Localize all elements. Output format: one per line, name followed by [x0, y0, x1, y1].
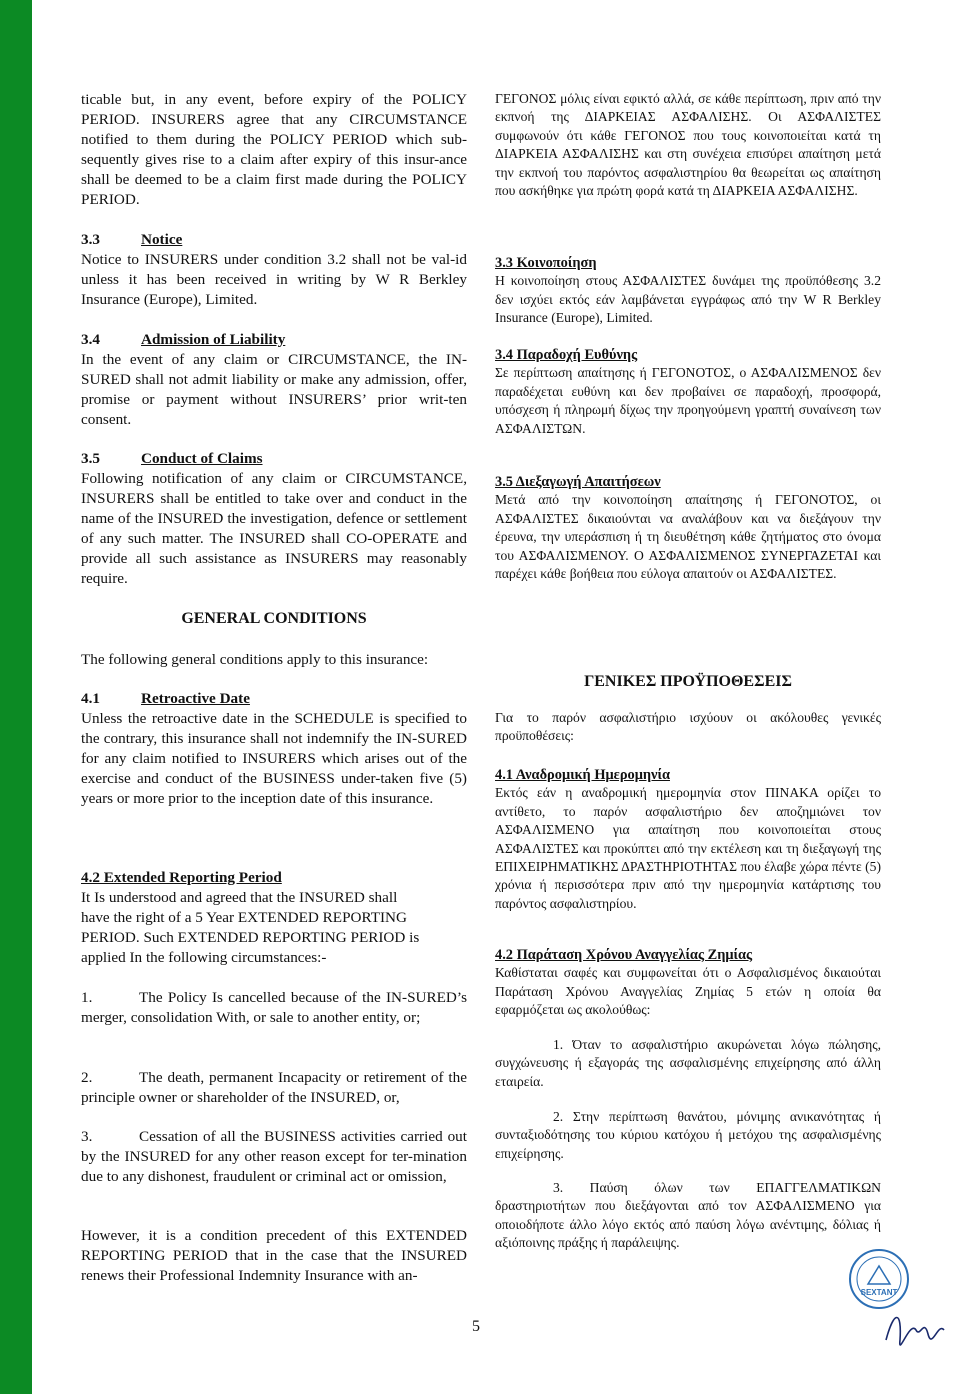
section-4-2: [81, 868, 467, 968]
general-conditions-intro: Για το παρόν ασφαλιστήριο ισχύουν οι ακόλουθες γενικές προϋποθέσεις:: [495, 710, 881, 744]
section-line: have the right of a 5 Year EXTENDED REPORTING: [81, 909, 407, 926]
section-body: In the event of any claim or CIRCUMSTANCE, the IN-SURED shall not admit liability or make any admission, offer, promise or payment without INSURERS’ prior writ-ten consent.: [81, 351, 467, 428]
section-heading: 3.3 Κοινοποίηση: [495, 255, 597, 271]
section-body: Η κοινοποίηση στους ΑΣΦΑΛΙΣΤΕΣ δυνάμει της προϋπόθεσης 3.2 δεν ισχύει εκτός εάν λαμβάνεται εγγράφως από την W R Berkley Insurance (Europe), Limited.: [495, 273, 881, 326]
general-conditions-heading: GENERAL CONDITIONS: [181, 610, 367, 627]
section-heading: 3.4 Admission of Liability: [81, 331, 286, 348]
section-body: Μετά από την κοινοποίηση απαίτησης ή ΓΕΓΟΝΟΤΟΣ, οι ΑΣΦΑΛΙΣΤΕΣ δικαιούνται να αναλάβουν και να διεξάγουν την έρευνα, την υπεράσπιση ή τη διευθέτηση κάθε ζητήματος στο όνομα του ΑΣΦΑΛΙΣΜΕΝΟΥ. Ο ΑΣΦΑΛΙΣΜΕΝΟΣ ΣΥΝΕΡΓΑΖΕΤΑΙ και παρέχει κάθε βοήθεια που εύλογα απαιτούν οι ΑΣΦΑΛΙΣΤΕΣ.: [495, 492, 881, 582]
section-heading: 4.1 Αναδρομική Ημερομηνία: [495, 767, 670, 783]
section-3-3: [81, 230, 467, 310]
section-3-3: [495, 254, 881, 328]
section-3-4: [81, 330, 467, 430]
section-line: PERIOD. Such EXTENDED REPORTING PERIOD is: [81, 929, 420, 946]
section-4-1: [81, 689, 467, 809]
section-3-5: [495, 473, 881, 583]
page-number: 5: [472, 1318, 480, 1335]
list-item-1: 1. The Policy Is cancelled because of the IN-SURED’s merger, consolidation With, or sale to another entity, or;: [81, 989, 467, 1026]
green-margin-bar: [0, 0, 32, 1394]
section-4-2: [495, 946, 881, 1020]
list-item-3: 3. Παύση όλων των ΕΠΑΓΓΕΛΜΑΤΙΚΩΝ δραστηριοτήτων που διεξάγονται από τον ΑΣΦΑΛΙΣΜΕΝΟ για οποιοδήποτε άλλο λόγο εκτός από παύση λόγω ανέντιμης, δόλιας ή αξιόποινης πράξης ή παράλειψης.: [495, 1180, 881, 1251]
list-item-3: 3. Cessation of all the BUSINESS activities carried out by the INSURED for any other reason except for ter-mination due to any dishonest, fraudulent or criminal act or omission,: [81, 1128, 467, 1185]
section-heading: 3.5 Διεξαγωγή Απαιτήσεων: [495, 474, 661, 490]
section-heading: 3.5 Conduct of Claims: [81, 450, 263, 467]
general-conditions-intro: The following general conditions apply to this insurance:: [81, 651, 429, 668]
section-heading: 4.1 Retroactive Date: [81, 690, 250, 707]
section-3-4: [495, 346, 881, 438]
stamp-text: SEXTANT: [860, 1288, 898, 1297]
section-body: Unless the retroactive date in the SCHEDULE is specified to the contrary, this insurance shall not indemnify the IN-SURED for any claim notified to INSURERS which arises out of the exercise and conduct of the BUSINESS under-taken five (5) years or more prior to the inception date of this insurance.: [81, 710, 467, 807]
section-heading: 3.3 Notice: [81, 231, 183, 248]
closing-paragraph: However, it is a condition precedent of this EXTENDED REPORTING PERIOD that in the case that the INSURED renews their Professional Indemnity Insurance with an-: [81, 1227, 467, 1284]
list-item-1: 1. Όταν το ασφαλιστήριο ακυρώνεται λόγω πώλησης, συγχώνευσης ή εξαγοράς της ασφαλισμένης επιχείρησης από άλλη εταιρεία.: [495, 1037, 881, 1089]
section-body: Εκτός εάν η αναδρομική ημερομηνία στον ΠΙΝΑΚΑ ορίζει το αντίθετο, το παρόν ασφαλιστήριο δεν αποζημιώνει τον ΑΣΦΑΛΙΣΜΕΝΟ για απαίτηση που κοινοποιείται στους ΑΣΦΑΛΙΣΤΕΣ και προκύπτει από την εκτέλεση και τη διεξαγωγή της ΕΠΙΧΕΙΡΗΜΑΤΙΚΗΣ ΔΡΑΣΤΗΡΙΟΤΗΤΑΣ που έλαβε χώρα πέντε (5) χρόνια ή περισσότερα πριν από την ημερομηνία κατάρτισης του παρόντος ασφαλιστηρίου.: [495, 785, 881, 911]
section-4-1: [495, 766, 881, 913]
intro-paragraph: ticable but, in any event, before expiry of the POLICY PERIOD. INSURERS agree that any CIRCUMSTANCE notified to them during the POLICY PERIOD which sub-sequently gives rise to a claim after expiry of this insur-ance shall be deemed to be a claim first made during the POLICY PERIOD.: [81, 91, 467, 208]
section-heading: 3.4 Παραδοχή Ευθύνης: [495, 347, 638, 363]
section-heading: 4.2 Extended Reporting Period: [81, 869, 282, 886]
section-body: Καθίσταται σαφές και συμφωνείται ότι ο Ασφαλισμένος δικαιούται Παράταση Χρόνου Αναγγελίας Ζημίας 5 ετών η οποία θα εφαρμόζεται ως ακολούθως:: [495, 965, 881, 1018]
section-line: applied In the following circumstances:-: [81, 949, 327, 966]
section-body: Following notification of any claim or CIRCUMSTANCE, INSURERS shall be entitled to take over and conduct in the name of the INSURED the investigation, defence or settlement of any such matter. The INSURED shall CO-OPERATE and provide all such assistance as INSURERS may reasonably require.: [81, 470, 467, 587]
general-conditions-heading: ΓΕΝΙΚΕΣ ΠΡΟΫΠΟΘΕΣΕΙΣ: [584, 673, 792, 690]
signature-icon: [880, 1300, 950, 1370]
section-heading: 4.2 Παράταση Χρόνου Αναγγελίας Ζημίας: [495, 947, 753, 963]
section-line: It Is understood and agreed that the INSURED shall: [81, 889, 398, 906]
list-item-2: 2. Στην περίπτωση θανάτου, μόνιμης ανικανότητας ή συνταξιοδότησης του κύριου κατόχου ή μετόχου της ασφαλισμένης επιχείρησης.: [495, 1109, 881, 1161]
list-item-2: 2. The death, permanent Incapacity or retirement of the principle owner or shareholder of the INSURED, or,: [81, 1069, 467, 1106]
section-3-5: [81, 449, 467, 589]
intro-paragraph: ΓΕΓΟΝΟΣ μόλις είναι εφικτό αλλά, σε κάθε περίπτωση, πριν από την εκπνοή της ΔΙΑΡΚΕΙΑΣ ΑΣΦΑΛΙΣΗΣ. Οι ΑΣΦΑΛΙΣΤΕΣ συμφωνούν ότι κάθε ΓΕΓΟΝΟΣ που τους κοινοποιείται κατά τη ΔΙΑΡΚΕΙΑ ΑΣΦΑΛΙΣΗΣ και στη συνέχεια επισύρει απαίτηση μετά την εκπνοή του παρόντος ασφαλιστηρίου θα θεωρείται ως απαίτηση που ασκήθηκε για πρώτη φορά κατά τη ΔΙΑΡΚΕΙΑ ΑΣΦΑΛΙΣΗΣ.: [495, 91, 881, 199]
section-body: Notice to INSURERS under condition 3.2 shall not be val-id unless it has been received in writing by W R Berkley Insurance (Europe), Limited.: [81, 251, 467, 308]
section-body: Σε περίπτωση απαίτησης ή ΓΕΓΟΝΟΤΟΣ, ο ΑΣΦΑΛΙΣΜΕΝΟΣ δεν παραδέχεται ευθύνη και δεν προβαίνει σε παραδοχή, προσφορά, υπόσχεση ή πληρωμή δίχως την προηγούμενη γραπτή συναίνεση των ΑΣΦΑΛΙΣΤΩΝ.: [495, 365, 881, 436]
